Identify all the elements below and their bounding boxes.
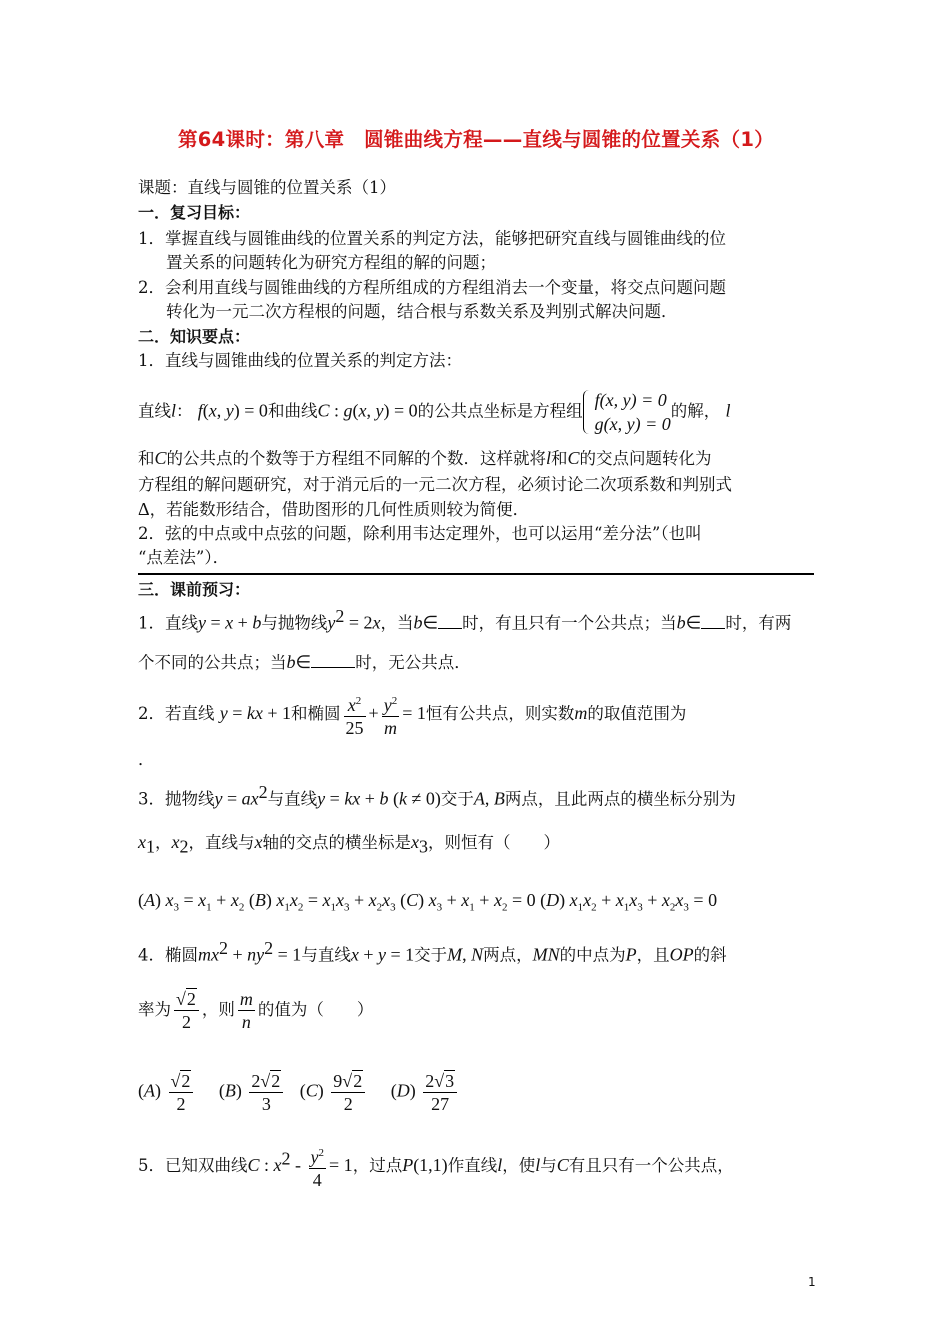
question-1: 1．直线y = x + b与抛物线$y^2 = 2x$，当b∈ 时，有且只有一个公共点；当b∈ 时，有两 — [138, 606, 792, 633]
knowledge-discriminant: 方程组的解问题研究，对于消元后的一元二次方程，必须讨论二次项系数和判别式 — [138, 475, 732, 494]
question-3-options: (A) $x_3 = x_1 + x_2$ (B) $x_1x_2 = x_1x_3 + x_2x_3$ (C) $x_3 + x_1 + x_2 = 0$ (D) $x_1x_2 + x_1x_3 + x_2x_3 = 0$ — [138, 890, 718, 914]
section-1-heading: 一．复习目标： — [138, 203, 251, 222]
knowledge-2: 2．弦的中点或中点弦的问题，除利用韦达定理外，也可以运用“差分法”（也叫 — [138, 524, 702, 543]
knowledge-line-equation: 直线l： f(x, y) = 0和曲线C : g(x, y) = 0的公共点坐标是方程组 f(x, y) = 0 g(x, y) = 0 的解， l — [138, 390, 731, 434]
page-number: 1 — [808, 1275, 816, 1289]
section-3-heading: 三．课前预习： — [138, 580, 251, 599]
question-2: 2．若直线 y = kx + 1和椭圆 $\frac{x^2}{25}$ + $\frac{y^2}{m}$ = 1恒有公共点，则实数m的取值范围为 — [138, 690, 686, 739]
answer-blank[interactable] — [438, 614, 462, 629]
goal-1-cont: 置关系的问题转化为研究方程组的解的问题； — [166, 253, 496, 272]
question-1-cont: 个不同的公共点；当b∈ 时，无公共点． — [138, 652, 471, 672]
knowledge-2-cont: “点差法”）． — [138, 548, 230, 567]
question-2-end: ． — [138, 750, 155, 769]
goal-2: 2．会利用直线与圆锥曲线的方程所组成的方程组消去一个变量，将交点问题问题 — [138, 278, 726, 297]
knowledge-delta: Δ，若能数形结合，借助图形的几何性质则较为简便． — [138, 499, 530, 519]
page-title: 第64课时：第八章 圆锥曲线方程——直线与圆锥的位置关系（1） — [177, 128, 774, 151]
topic: 课题：直线与圆锥的位置关系（1） — [138, 178, 396, 197]
question-3: 3．抛物线$y = ax^2$与直线y = kx + b (k ≠ 0)交于A, B两点，且此两点的横坐标分别为 — [138, 782, 736, 809]
answer-blank[interactable] — [311, 653, 355, 668]
section-2-heading: 二．知识要点： — [138, 327, 251, 346]
divider — [138, 573, 814, 575]
goal-1: 1．掌握直线与圆锥曲线的位置关系的判定方法，能够把研究直线与圆锥曲线的位 — [138, 229, 726, 248]
question-4-options: (A) $\frac{√2}{2}$ (B) $\frac{2√2}{3}$ (C) $\frac{9√2}{2}$ (D) $\frac{2√3}{27}$ — [138, 1070, 460, 1115]
knowledge-common-points: 和C的公共点的个数等于方程组不同解的个数．这样就将l和C的交点问题转化为 — [138, 448, 712, 468]
question-5: 5．已知双曲线C : $x^2$ - $\frac{y^2}{4}$ = 1，过点P(1,1)作直线l，使l与C有且只有一个公共点， — [138, 1142, 734, 1191]
equation-system: f(x, y) = 0 g(x, y) = 0 — [583, 388, 671, 436]
answer-blank[interactable] — [701, 614, 725, 629]
question-4: 4．椭圆$mx^2 + ny^2 = 1$与直线x + y = 1交于M, N两点，MN的中点为P，且OP的斜 — [138, 938, 727, 965]
goal-2-cont: 转化为一元二次方程根的问题，结合根与系数关系及判别式解决问题． — [166, 302, 678, 321]
question-3-cont: $x_1$，$x_2$，直线与x轴的交点的横坐标是$x_3$，则恒有（ ） — [138, 832, 560, 857]
question-4-cont: 率为 $\frac{√2}{2}$ ，则 $\frac{m}{n}$ 的值为（ ） — [138, 989, 374, 1032]
knowledge-1: 1．直线与圆锥曲线的位置关系的判定方法： — [138, 351, 462, 370]
